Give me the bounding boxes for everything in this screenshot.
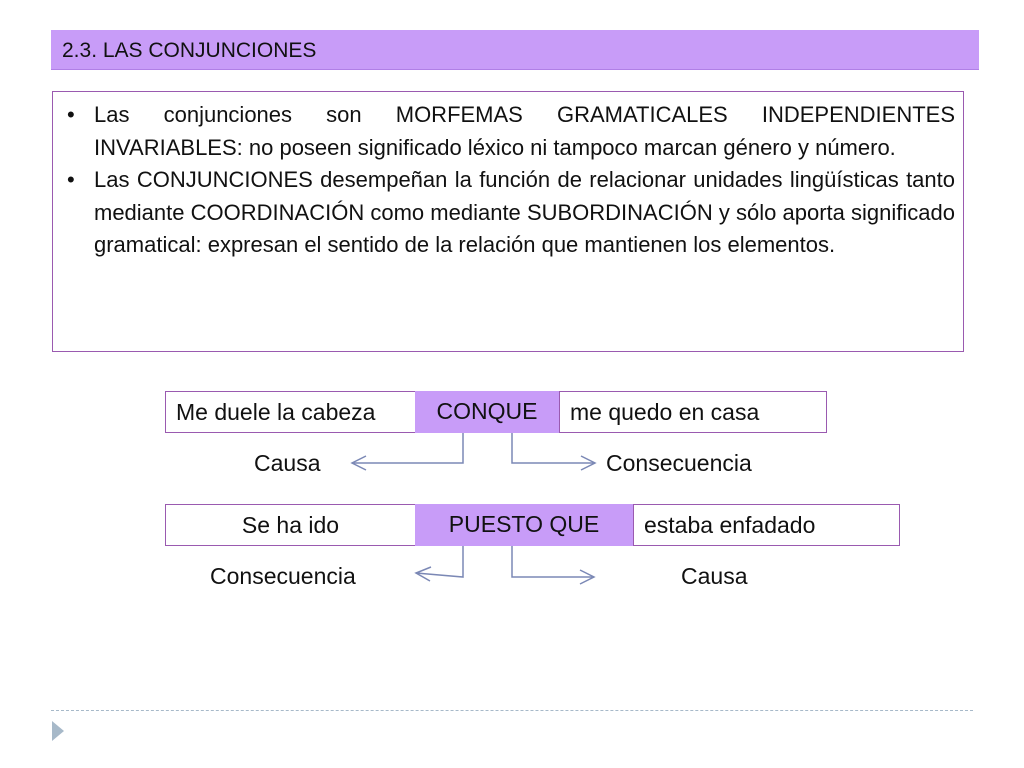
example1-left-arrow xyxy=(352,433,463,463)
example1-left-text: Me duele la cabeza xyxy=(176,399,376,425)
example2-conjunction-text: PUESTO QUE xyxy=(448,511,600,537)
next-slide-icon[interactable] xyxy=(50,720,66,742)
example1-left-label: Causa xyxy=(254,450,321,476)
bullet-text: Las CONJUNCIONES desempeñan la función de relacionar unidades lingüísticas tanto mediante COORDINACIÓN como mediante SUBORDINACIÓN y sólo aporta significado gramatical: expresan el sentido de la relación que mantienen los elementos. xyxy=(94,167,955,257)
footer-divider xyxy=(51,710,973,711)
example1-conjunction-text: CONQUE xyxy=(436,398,538,424)
bullet-icon: • xyxy=(67,102,75,127)
example1-right-arrow xyxy=(512,433,595,463)
example2-left-arrow xyxy=(416,546,463,577)
example2-right-text: estaba enfadado xyxy=(644,512,816,538)
slide-title: 2.3. LAS CONJUNCIONES xyxy=(62,39,317,62)
bullet-text: Las conjunciones son MORFEMAS GRAMATICALES INDEPENDIENTES INVARIABLES: no poseen significado léxico ni tampoco marcan género y número. xyxy=(94,102,955,160)
example2-right-arrow xyxy=(512,546,594,577)
example2-right-label: Causa xyxy=(681,563,748,589)
example1-right-text: me quedo en casa xyxy=(570,399,760,425)
example2-left-label: Consecuencia xyxy=(210,563,356,589)
bullet-icon: • xyxy=(67,167,75,192)
example2-left-text: Se ha ido xyxy=(241,512,340,538)
example1-right-label: Consecuencia xyxy=(606,450,752,476)
